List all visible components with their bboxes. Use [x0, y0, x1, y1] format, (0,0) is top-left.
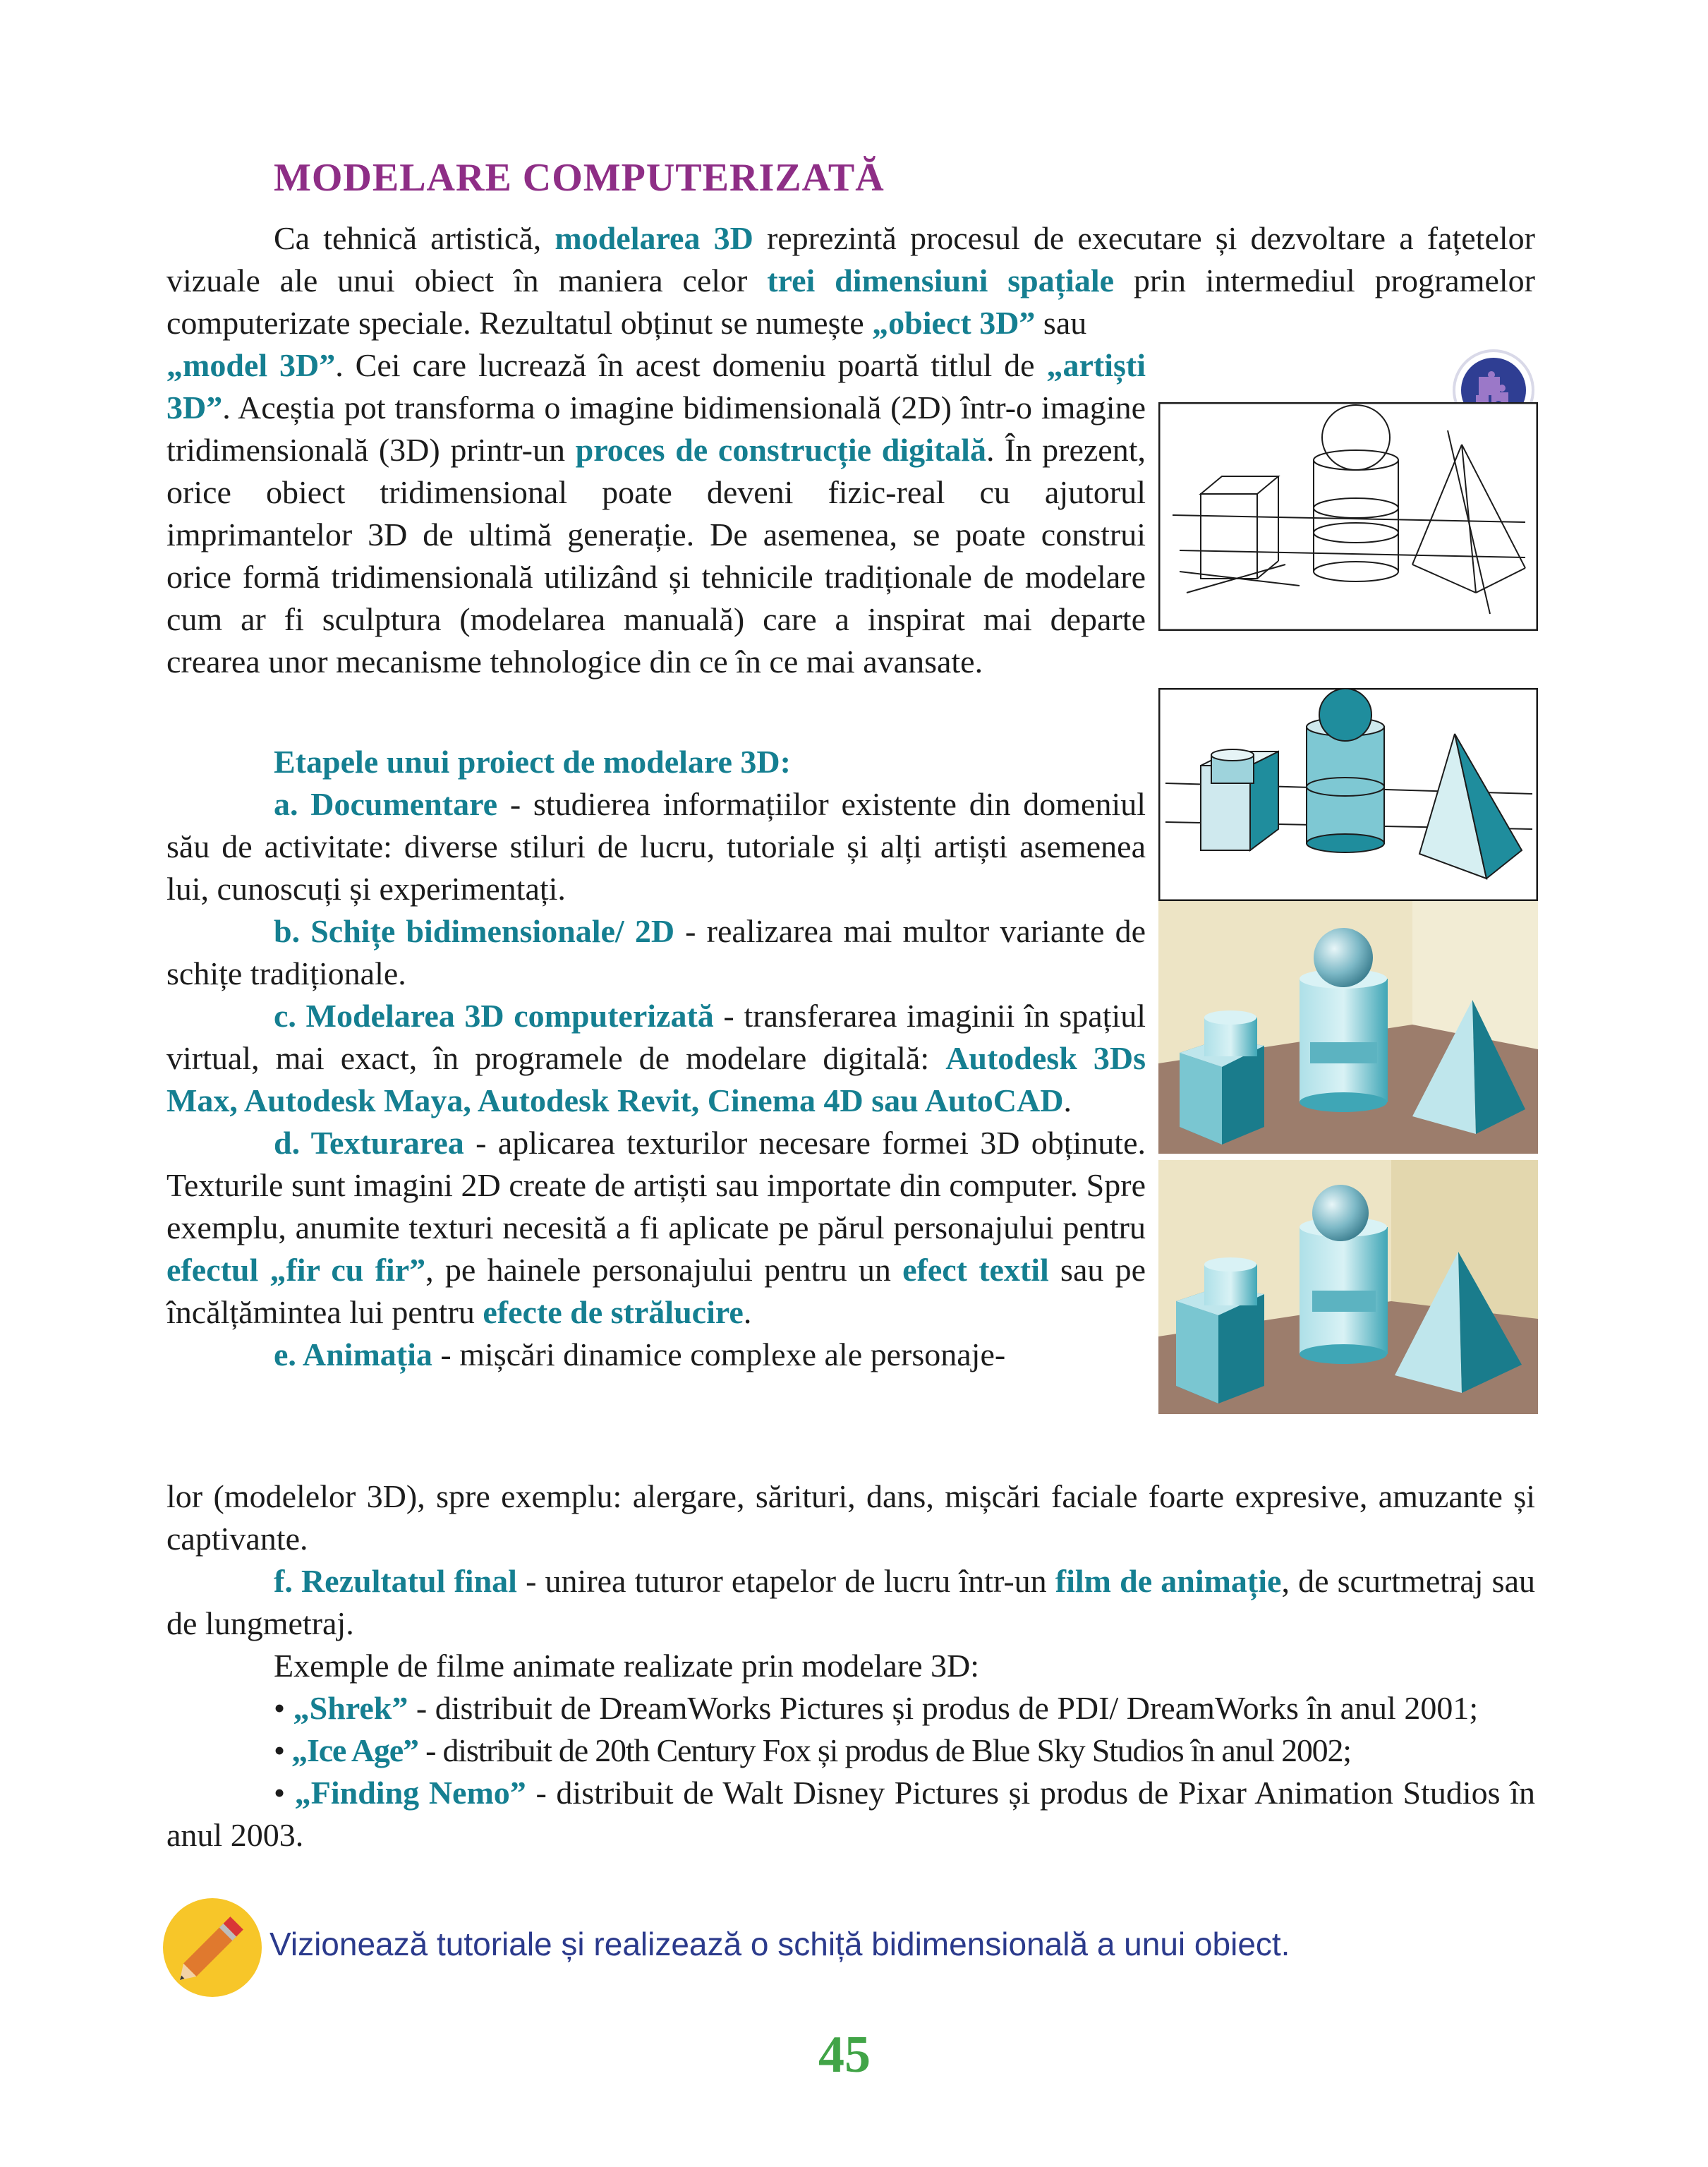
intro-text: prin intermediul programelor computerizate speciale. Rezultatul obținut se numește: [166, 262, 1535, 341]
stage-f-text: - unirea tuturor etapelor de lucru într-un: [516, 1563, 1055, 1599]
bullet: •: [274, 1690, 293, 1726]
term-efecte-stralucire: efecte de strălucire: [483, 1294, 744, 1330]
bullet: •: [274, 1732, 292, 1768]
intro-text: . În prezent, orice obiect tridimensional poate deveni fizic-real cu ajutorul imprimantelor 3D de ultimă generație. De asemenea, se poate construi orice formă tridimensională utilizând și tehnicile tradiționale de modelare cum ar fi sculptura (modelarea manuală) care a inspirat mai departe crearea unor mecanisme tehnologice din ce în ce mai avansate.: [166, 432, 1146, 680]
stage-a: [166, 783, 1146, 910]
intro-text: Ca tehnică artistică,: [274, 220, 555, 256]
term-modelarea-3d: modelarea 3D: [555, 220, 753, 256]
shaded-sketch: [1158, 688, 1538, 901]
pencil-icon: [159, 1895, 265, 2000]
example-text: - distribuit de Walt Disney Pictures și produs de Pixar Animation Studios în anul 2003.: [166, 1775, 1536, 1853]
stage-f: [166, 1560, 1535, 1645]
lower-section: [166, 1475, 1535, 1857]
example-item: [166, 1730, 1535, 1772]
render-scene-1: [1158, 901, 1538, 1154]
stage-c-end: .: [1063, 1082, 1072, 1118]
page-number: 45: [818, 2026, 871, 2084]
example-title: „Finding Nemo”: [294, 1775, 526, 1811]
stage-e-continuation: lor (modelelor 3D), spre exemplu: alergare, sărituri, dans, mișcări faciale foarte expresive, amuzante și captivante.: [166, 1478, 1535, 1557]
stage-c-programs: Autodesk 3Ds Max, Autodesk Maya, Autodesk Revit, Cinema 4D sau AutoCAD: [166, 1040, 1146, 1118]
stage-b: [166, 910, 1146, 995]
render-scene-2: [1158, 1160, 1538, 1414]
stage-b-text: - realizarea mai multor variante de schițe tradiționale.: [166, 913, 1146, 991]
example-text: - distribuit de DreamWorks Pictures și produs de PDI/ DreamWorks în anul 2001;: [408, 1690, 1479, 1726]
stages-section: [166, 741, 1146, 1376]
term-fir-cu-fir: efectul „fir cu fir”: [166, 1252, 426, 1288]
stage-b-label: b. Schițe bidimensionale/ 2D: [274, 913, 675, 949]
stage-d-text: , pe hainele personajului pentru un: [425, 1252, 903, 1288]
example-title: „Ice Age”: [291, 1732, 418, 1768]
task-instruction: Vizionează tutoriale și realizează o schiță bidimensională a unui obiect.: [269, 1926, 1290, 1962]
stage-d: [166, 1122, 1146, 1334]
term-film-animatie: film de animație: [1055, 1563, 1282, 1599]
term-artisti-3d: „artiști 3D”: [166, 347, 1146, 425]
example-title: „Shrek”: [293, 1690, 408, 1726]
example-text: - distribuit de 20th Century Fox și produs de Blue Sky Studios în anul 2002;: [418, 1732, 1351, 1768]
stage-e-start: [166, 1334, 1146, 1376]
term-obiect-3d: „obiect 3D”: [872, 305, 1036, 341]
intro-text: sau: [1035, 305, 1087, 341]
stage-f-label: f. Rezultatul final: [274, 1563, 517, 1599]
example-item: [166, 1687, 1535, 1730]
intro-paragraph: [166, 217, 1535, 344]
term-efect-textil: efect textil: [902, 1252, 1049, 1288]
stage-e-label: e. Animația: [274, 1336, 432, 1372]
stage-a-label: a. Documentare: [274, 786, 498, 822]
stage-d-text: sau pe încălțămintea lui pentru: [166, 1252, 1146, 1330]
bullet: •: [274, 1775, 295, 1811]
intro-text: . Cei care lucrează în acest domeniu poartă titlul de: [335, 347, 1047, 383]
stage-c-label: c. Modelarea 3D computerizată: [274, 998, 714, 1034]
term-proces-constructie: proces de construcție digitală: [575, 432, 986, 468]
term-trei-dimensiuni: trei dimensiuni spațiale: [767, 262, 1115, 298]
stage-c: [166, 995, 1146, 1122]
wireframe-drawing: [1158, 402, 1538, 631]
stage-d-label: d. Texturarea: [274, 1125, 464, 1161]
intro-text: . Aceștia pot transforma o imagine bidimensională (2D) într-o imagine tridimensională (3D) printr-un: [166, 390, 1146, 468]
stage-c-text: - transferarea imaginii în spațiul virtual, mai exact, în programele de modelare digitală:: [166, 998, 1146, 1076]
stages-heading: Etapele unui proiect de modelare 3D:: [274, 744, 791, 780]
term-model-3d: „model 3D”: [166, 347, 336, 383]
page-title: MODELARE COMPUTERIZATĂ: [274, 156, 885, 200]
stage-d-text: - aplicarea texturilor necesare formei 3D obținute. Texturile sunt imagini 2D create de artiști sau importate din computer. Spre exemplu, anumite texturi necesită a fi aplicate pe părul personajului pentru: [166, 1125, 1146, 1245]
intro-text: reprezintă procesul de executare și dezvoltare a fațetelor vizuale ale unui obiect în maniera celor: [166, 220, 1535, 298]
examples-intro: Exemple de filme animate realizate prin modelare 3D:: [274, 1648, 980, 1684]
stage-e-text: - mișcări dinamice complexe ale personaje-: [432, 1336, 1006, 1372]
example-item: [166, 1772, 1535, 1857]
intro-continuation: [166, 344, 1146, 683]
stage-f-text: , de scurtmetraj sau de lungmetraj.: [166, 1563, 1535, 1641]
stage-a-text: - studierea informațiilor existente din domeniul său de activitate: diverse stiluri de lucru, tutoriale și alți artiști asemenea lui, cunoscuți și experimentați.: [166, 786, 1146, 907]
stage-d-text: .: [743, 1294, 752, 1330]
